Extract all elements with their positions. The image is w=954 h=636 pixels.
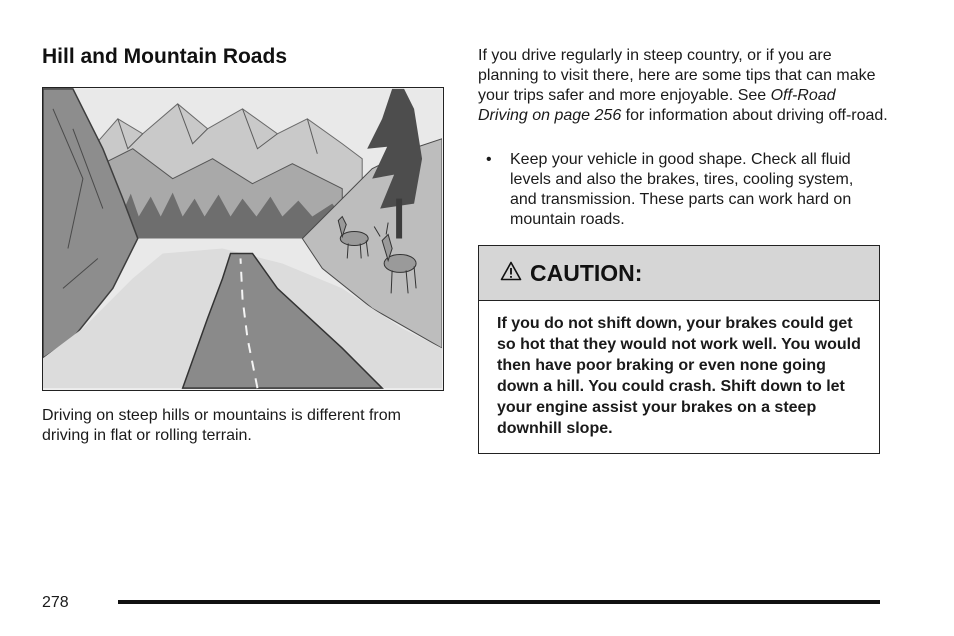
mountain-road-illustration [42,87,444,391]
caution-header [479,246,879,301]
figure-caption: Driving on steep hills or mountains is different from driving in flat or rolling terrain. [42,407,401,444]
cross-reference-link[interactable]: Off-Road Driving on page 256 [478,87,836,124]
page-number: 278 [42,594,69,611]
list-item [478,150,878,230]
tips-list [478,150,878,230]
caution-body: If you do not shift down, your brakes could get so hot that they would not work well. You would then have poor braking or even none going down a hill. You could crash. Shift down to let your engine assist your brakes on a steep downhill slope. [497,315,861,437]
caution-box [478,245,880,454]
intro-paragraph [478,46,888,126]
warning-triangle-icon [500,261,522,286]
section-heading: Hill and Mountain Roads [42,45,287,68]
list-item-text: Keep your vehicle in good shape. Check all fluid levels and also the brakes, tires, cooling system, and transmission. These parts can work hard on mountain roads. [510,151,854,228]
footer-rule [118,600,880,604]
bullet-icon: • [486,151,492,168]
intro-text-start: If you drive regularly in steep country, or if you are planning to visit there, here are some tips that can make your trips safer and more enjoyable. See [478,47,876,104]
caution-title: CAUTION: [530,259,643,286]
intro-text-end: for information about driving off-road. [621,107,888,124]
